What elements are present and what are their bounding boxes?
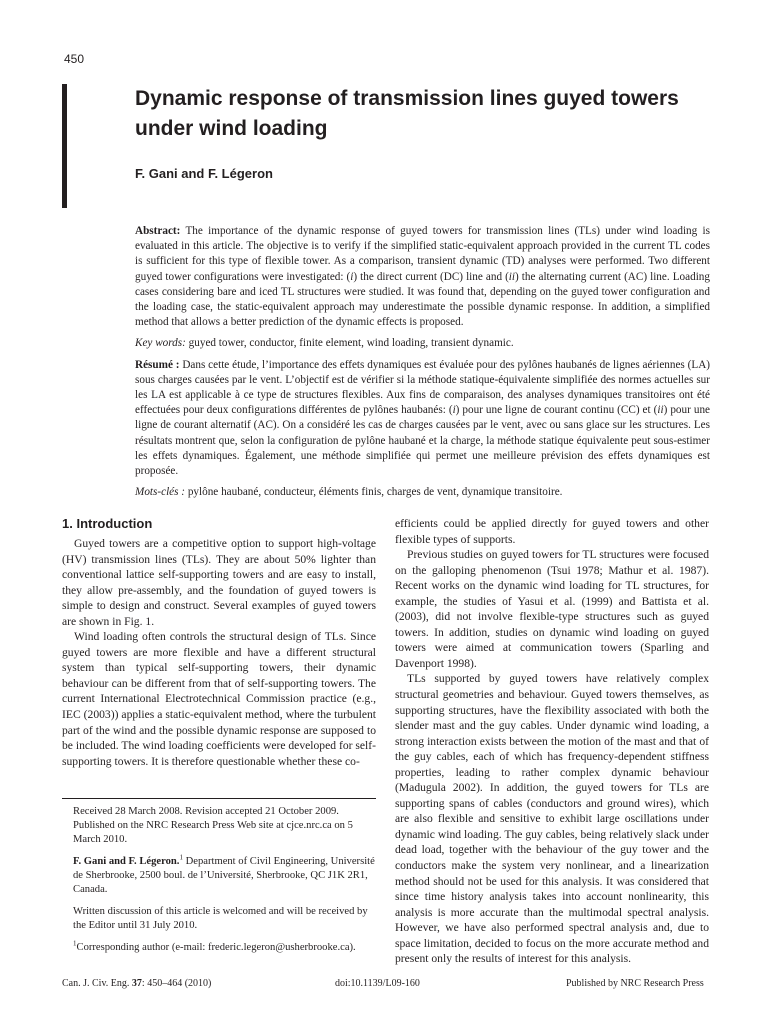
resume-text-1: Dans cette étude, l’importance des effets dynamiques est évaluée pour des pylônes haubanés de lignes aériennes (LA) sous charges causées par le vent. L’objectif est de vérifier si la méthode statique-équivalente simplifiée des normes actuelles sur les LA est applicable à ce type de structures flexibles. Aux fins de comparaison, des analyses dynamiques transitoires ont été effectuées pour deux configurations différentes de pylônes haubanés: (	[135, 358, 710, 417]
paper-title: Dynamic response of transmission lines guyed towers under wind loading	[135, 87, 679, 140]
motscles	[135, 485, 710, 500]
resume-label: Résumé :	[135, 358, 180, 371]
footer-volume: 37	[131, 978, 142, 989]
corresponding-note	[73, 941, 376, 955]
motscles-label: Mots-clés :	[135, 486, 186, 499]
abstract-text-1: The importance of the dynamic response of guyed towers for transmission lines (TLs) under wind loading is evaluated in this article. The objective is to verify if the simplified static-equivalent approach provided in the current TL codes is sufficient for this type of flexible tower. As a comparison, transient dynamic (TD) analyses were performed. Two different guyed tower configurations were investigated: (	[135, 225, 710, 283]
footnote-marker: 1	[179, 853, 183, 862]
column-left	[62, 516, 376, 769]
intro-paragraph-3: Previous studies on guyed towers for TL structures were focused on the galloping phenomenon (Tsui 1978; Mathur et al. 1987). Recent works on the dynamic wind loading for TL structures, for example, the studies of Yasui et al. (1999) and Battista et al. (2003), did not involve flexible-type structures such as guyed towers. In addition, studies on dynamic wind loading on guyed towers were aimed at communication towers (Sparling and Davenport 1998).	[395, 548, 709, 670]
author-list: F. Gani and F. Légeron	[135, 166, 273, 181]
intro-paragraph-2-continued: efficients could be applied directly for guyed towers and other flexible types of supports.	[395, 517, 709, 546]
resume-text-3: ) pour une ligne de courant alternatif (AC). On a considéré les cas de charges causées par le vent, avec ou sans glace sur les structures. Les résultats montrent que, selon la configuration de pylône haubané et la charge, la méthode statique équivalente peut sous-estimer les effets dynamiques. Également, une méthode simplifiée qui permet une meilleure prévision des effets dynamiques est proposée.	[135, 404, 711, 478]
discussion-note: Written discussion of this article is welcomed and will be received by the Editor until 31 July 2010.	[73, 906, 368, 931]
keywords-text: guyed tower, conductor, finite element, wind loading, transient dynamic.	[188, 337, 514, 350]
intro-paragraph-1: Guyed towers are a competitive option to support high-voltage (HV) transmission lines (TLs). They are about 50% lighter than conventional lattice self-supporting towers and are easy to install, they allow pre-assembly, and the foundation of guyed towers is simple to design and construct. Several examples of guyed towers are shown in Fig. 1.	[62, 537, 376, 628]
footer-pages: : 450–464 (2010)	[141, 978, 212, 989]
abstract-label: Abstract:	[135, 225, 181, 237]
corresponding-text: Corresponding author (e-mail: frederic.legeron@usherbrooke.ca).	[76, 942, 356, 953]
section-heading: 1. Introduction	[62, 516, 153, 531]
keywords-label: Key words:	[135, 337, 186, 350]
column-right	[395, 516, 709, 967]
keywords	[135, 336, 710, 351]
footnote-authors: F. Gani and F. Légeron.	[73, 856, 180, 867]
footer-doi: doi:10.1139/L09-160	[335, 978, 420, 989]
footer-journal: Can. J. Civ. Eng.	[62, 978, 130, 989]
corresponding-marker: 1	[73, 939, 77, 948]
page-number: 450	[64, 52, 85, 66]
footer-publisher: Published by NRC Research Press	[566, 978, 704, 989]
abstract-text-2: ) the direct current (DC) line and (	[353, 270, 509, 283]
footnote-box	[62, 798, 376, 963]
abstract-block	[135, 224, 710, 506]
affiliation-text: Department of Civil Engineering, Université de Sherbrooke, 2500 boul. de l’Université, Sherbrooke, QC J1K 2R1, Canada.	[73, 856, 375, 895]
abstract-item-ii: ii	[508, 270, 516, 283]
title-bar	[62, 84, 67, 208]
abstract-item-i: i	[350, 270, 354, 283]
intro-paragraph-4: TLs supported by guyed towers have relatively complex structural geometries and behaviour. Guyed towers themselves, as supporting structures, have the flexibility associated with both the slender mast and the guy cables. Under dynamic wind loading, a strong interaction exists between the motion of the mast and that of the guy cables, each of which has frequency-dependent stiffness properties, leading to rather complex dynamic behaviour (Madugula 2002). In addition, the guyed towers for TLs are supporting spans of cables (conductors and ground wires), which are also flexible and sensitive to exhibit large oscillations under dynamic wind loading. The guy cables, being relatively slack under dead load, together with the behaviour of the guy tower and the conductors make the system very nonlinear, and a linearization method should not be used for this analysis. It was considered that since time history analysis takes into account nonlinearity, this analysis is more accurate than the multimodal spectral analysis. However, we have also performed spectral analysis and, due to space limitation, decided to focus on the more accurate method and present only the results of interest for this analysis.	[395, 672, 709, 966]
resume	[135, 358, 710, 480]
affiliation-note	[73, 855, 376, 897]
abstract-text-3: ) the alternating current (AC) line. Loading cases considering bare and iced TL structures were studied. It was found that, depending on the guyed tower configuration and the loading case, the static-equivalent approach may underestimate the possible dynamic response. In addition, a simplified method that allows a better prediction of the dynamic effects is proposed.	[135, 270, 710, 329]
received-note: Received 28 March 2008. Revision accepted 21 October 2009. Published on the NRC Research Press Web site at cjce.nrc.ca on 5 March 2010.	[73, 806, 353, 845]
intro-paragraph-2: Wind loading often controls the structural design of TLs. Since guyed towers are more flexible and have a different structural system than typical self-supporting towers, their dynamic behaviour can be different from that of self-supporting towers. The current International Electrotechnical Commission practice (e.g., IEC (2003)) applies a static-equivalent method, where the turbulent part of the wind and the possible dynamic response are supposed to be included. The wind loading coefficients were developed for self-supporting towers. It is therefore questionable whether these co-	[62, 630, 376, 768]
abstract	[135, 224, 710, 330]
resume-item-ii: ii	[657, 404, 664, 417]
resume-item-i: i	[452, 404, 456, 417]
motscles-text: pylône haubané, conducteur, éléments finis, charges de vent, dynamique transitoire.	[187, 486, 563, 499]
footer-citation	[62, 978, 211, 989]
resume-text-2: ) pour une ligne de courant continu (CC) et (	[455, 404, 658, 417]
